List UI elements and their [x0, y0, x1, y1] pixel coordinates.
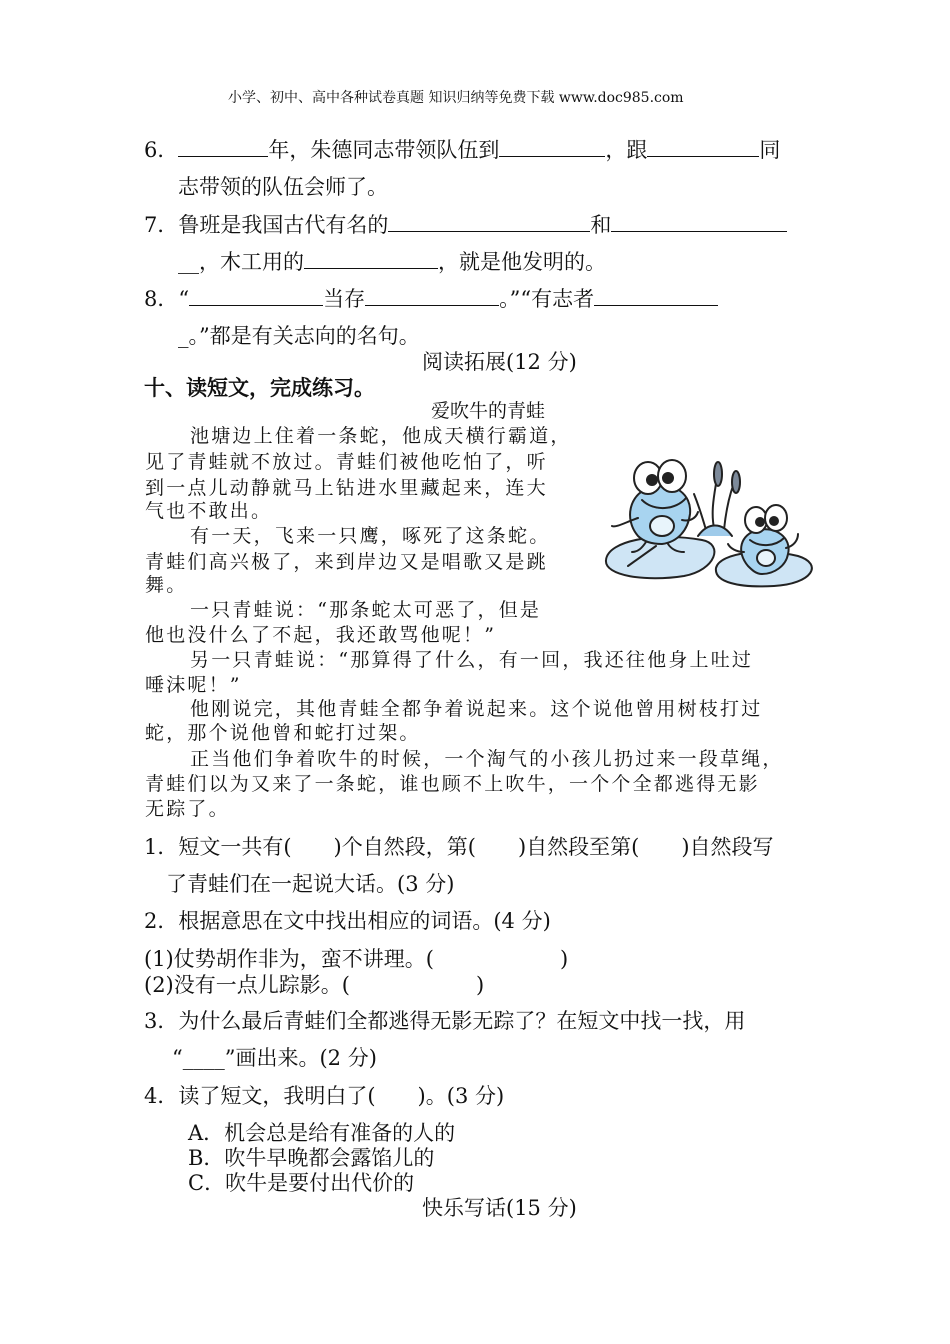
question-6-line1 — [144, 138, 780, 162]
q7-text-4: ，就是他发明的。 — [438, 250, 606, 274]
question-2-item-1: (1)仗势胡作非为，蛮不讲理。( ) — [144, 947, 569, 971]
story-line: 青蛙们以为又来了一条蛇，谁也顾不上吹牛，一个个全都逃得无影 — [145, 773, 760, 795]
q8-blank-2[interactable] — [365, 287, 499, 306]
story-line: 一只青蛙说：“那条蛇太可恶了，但是 — [190, 599, 542, 621]
question-7-line2 — [178, 250, 606, 274]
q8-blank-3[interactable] — [594, 287, 718, 306]
question-3-line2: “____”画出来。(2 分) — [172, 1046, 377, 1070]
question-6-line2: 志带领的队伍会师了。 — [178, 175, 388, 199]
q8-blank-1[interactable] — [189, 287, 323, 306]
q7-text-3: __，木工用的 — [178, 250, 304, 274]
story-title: 爱吹牛的青蛙 — [431, 400, 546, 422]
story-line: 另一只青蛙说：“那算得了什么，有一回，我还往他身上吐过 — [190, 649, 754, 671]
q8-text-3: 。”“有志者 — [499, 287, 595, 311]
story-line: 舞。 — [145, 574, 188, 596]
q7-text-2: 和 — [590, 213, 612, 237]
story-line: 正当他们争着吹牛的时候，一个淘气的小孩儿扔过来一段草绳， — [190, 748, 784, 770]
question-4-option-c: C．吹牛是要付出代价的 — [188, 1171, 415, 1195]
q6-text-2: ，跟 — [605, 138, 648, 162]
story-line: 青蛙们高兴极了，来到岸边又是唱歌又是跳 — [145, 551, 548, 573]
q7-blank-1[interactable] — [388, 213, 590, 232]
question-1-line1: 1．短文一共有( )个自然段，第( )自然段至第( )自然段写 — [144, 835, 774, 859]
section-10-heading: 十、读短文，完成练习。 — [144, 375, 375, 400]
q6-blank-place[interactable] — [499, 138, 605, 157]
q6-number: 6． — [144, 138, 179, 162]
page-header: 小学、初中、高中各种试卷真题 知识归纳等免费下载 www.doc985.com — [228, 90, 684, 106]
story-line: 见了青蛙就不放过。青蛙们被他吃怕了，听 — [145, 451, 548, 473]
story-line: 气也不敢出。 — [145, 500, 273, 522]
question-2-item-2: (2)没有一点儿踪影。( ) — [144, 973, 485, 997]
q7-number: 7． — [144, 213, 179, 237]
reading-section-heading: 阅读拓展(12 分) — [422, 350, 577, 374]
frogs-illustration — [598, 448, 818, 588]
story-line: 蛇，那个说他曾和蛇打过架。 — [145, 722, 421, 744]
story-line: 池塘边上住着一条蛇，他成天横行霸道， — [190, 425, 572, 447]
writing-section-heading: 快乐写话(15 分) — [422, 1196, 577, 1220]
story-line: 唾沫呢！” — [145, 674, 242, 696]
q7-blank-3[interactable] — [304, 250, 438, 269]
q6-blank-year[interactable] — [178, 138, 268, 157]
q7-blank-2[interactable] — [611, 213, 787, 232]
story-line: 无踪了。 — [145, 798, 230, 820]
q6-blank-person[interactable] — [647, 138, 759, 157]
story-line: 有一天，飞来一只鹰，啄死了这条蛇。 — [190, 525, 551, 547]
question-8-line2: _。”都是有关志向的名句。 — [178, 324, 420, 348]
question-2: 2．根据意思在文中找出相应的词语。(4 分) — [144, 909, 551, 933]
question-4: 4．读了短文，我明白了( )。(3 分) — [144, 1084, 505, 1108]
question-7-line1 — [144, 213, 787, 237]
q6-text-1: 年，朱德同志带领队伍到 — [268, 138, 500, 162]
story-line: 他也没什么了不起，我还敢骂他呢！” — [145, 624, 497, 646]
q8-number: 8． — [144, 287, 179, 311]
question-8-line1 — [144, 287, 718, 311]
question-4-option-b: B．吹牛早晚都会露馅儿的 — [188, 1146, 435, 1170]
q6-text-3: 同 — [759, 138, 781, 162]
story-line: 他刚说完，其他青蛙全都争着说起来。这个说他曾用树枝打过 — [190, 698, 763, 720]
q7-text-1: 鲁班是我国古代有名的 — [178, 213, 389, 237]
question-4-option-a: A．机会总是给有准备的人的 — [188, 1121, 456, 1145]
q8-text-2: 当存 — [323, 287, 366, 311]
question-1-line2: 了青蛙们在一起说大话。(3 分) — [166, 872, 455, 896]
question-3-line1: 3．为什么最后青蛙们全都逃得无影无踪了？在短文中找一找，用 — [144, 1009, 746, 1033]
q8-text-1: “ — [178, 287, 190, 311]
story-line: 到一点儿动静就马上钻进水里藏起来，连大 — [145, 477, 548, 499]
